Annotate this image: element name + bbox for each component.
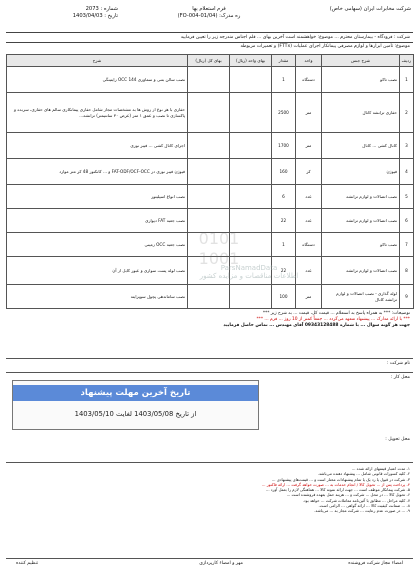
- seller-signature-label: امضاء مجاز شرکت فروشنده: [348, 561, 403, 566]
- number-value: 2073: [85, 6, 99, 12]
- cell-unit-price[interactable]: [230, 67, 272, 93]
- header-row-no: ردیف: [400, 55, 414, 67]
- cell-note: نصب سالن بتنی و سماوری 144 OCC رایتینگی: [7, 67, 188, 93]
- deadline-dates: از تاریخ 1403/05/08 لغایت 1403/05/10: [74, 410, 197, 418]
- cell-no: 9: [400, 285, 414, 309]
- company-block: [321, 6, 411, 13]
- form-header: [4, 6, 415, 28]
- cell-note: حفاری با هر نوع از روش ها به مشخصات مجاز شامل حفاری پیمانکاری سالم های حفاری، سرنده و پاکسازی تا نصب و عمق ۱ متر (عرض ۳۰ سانتیمتر) ترانشه...: [7, 93, 188, 133]
- term-1: ۱- مدت اعتبار قیمتهای ارائه شده ...: [351, 466, 410, 471]
- svg-text:1001: 1001: [198, 249, 240, 268]
- cell-qty: 6: [272, 185, 296, 209]
- divider: [6, 558, 413, 559]
- watermark-text: [154, 264, 344, 280]
- cell-desc: حفاری ترانشه کانال: [322, 93, 400, 133]
- cell-qty: 22: [272, 257, 296, 285]
- cell-unit: متر: [296, 93, 322, 133]
- table-header-row: [7, 55, 414, 67]
- cell-desc: نصب اتصالات و لوازم ترانشه: [322, 209, 400, 233]
- watermark-brand: ParsNamadData: [220, 264, 278, 272]
- table-row: [7, 285, 414, 309]
- header-desc: شرح جنس: [322, 55, 400, 67]
- form-code: ره مدرک: (FO-004-01/04): [177, 13, 241, 19]
- table-row: [7, 209, 414, 233]
- cell-note: نصب انواع اسپلیتور: [7, 185, 188, 209]
- cell-no: 1: [400, 67, 414, 93]
- deadline-title: تاریخ آخرین مهلت پیشنهاد: [13, 385, 258, 401]
- preparer-label: تنظیم کننده: [16, 561, 39, 566]
- workplace-label: محل کار :: [390, 375, 410, 380]
- cell-no: 5: [400, 185, 414, 209]
- cell-unit: عدد: [296, 185, 322, 209]
- term-6: ۶- تحویل کالا ... در محل ... شرکت و ... هزینه حمل بعهده فروشنده است ...: [286, 492, 410, 498]
- table-row: [7, 93, 414, 133]
- deadline-box: [12, 380, 259, 430]
- company-name-label: نام شرکت :: [386, 361, 410, 366]
- cell-desc: نصب اتصالات و لوازم ترانشه: [322, 185, 400, 209]
- cell-no: 8: [400, 257, 414, 285]
- cell-unit-price[interactable]: [230, 233, 272, 257]
- cell-total-price[interactable]: [188, 93, 230, 133]
- cell-no: 2: [400, 93, 414, 133]
- cell-total-price[interactable]: [188, 67, 230, 93]
- cell-note: نصب لوله پست سواری و عبور کابل از آن: [7, 257, 188, 285]
- form-title: فرم استعلام بها: [192, 6, 226, 12]
- divider: [6, 372, 413, 373]
- table-row: [7, 67, 414, 93]
- term-8: ۸- ... ضمانت کیفیت کالا ... ارائه گواهی ... الزامی است.: [318, 503, 410, 509]
- cell-qty: 2500: [272, 93, 296, 133]
- cell-qty: 100: [272, 285, 296, 309]
- watermark-subtitle: اطلاعات مناقصات و مزایده کشور: [199, 272, 299, 280]
- header-qty: مقدار: [272, 55, 296, 67]
- cell-desc: لوله گذاری - نصب اتصالات و لوازم ترانشه کانال: [322, 285, 400, 309]
- inquiry-form: [4, 2, 415, 574]
- cell-unit-price[interactable]: [230, 93, 272, 133]
- cell-total-price[interactable]: [188, 233, 230, 257]
- divider: [6, 358, 413, 359]
- table-row: [7, 185, 414, 209]
- term-4: ۴- پرداخت پس از ... تحویل کالا / انجام خدمات به ... صورت خواهد گرفت ... ارائه فاکتور ...: [261, 481, 410, 487]
- cell-no: 7: [400, 233, 414, 257]
- header-unit: واحد: [296, 55, 322, 67]
- procurement-signature-label: مهر و امضاء کارپردازی: [199, 561, 243, 566]
- date-value: 1403/04/03: [72, 13, 103, 19]
- number-label: شماره: [103, 6, 118, 12]
- notes-line-1: توضیحات: *** به همراه پاسخ به استعلام ... قیمت کل، قیمت ... به شرح زیر ***: [262, 311, 410, 316]
- term-3: ۳- شرکت در قبول یا رد یک یا تمام پیشنهادات مختار است و ... قیمت‌های پیشنهادی ...: [271, 476, 410, 482]
- cell-qty: 22: [272, 209, 296, 233]
- cell-desc: فیوژن: [322, 159, 400, 185]
- number-date-block: شماره : 2073 تاریخ : 1403/04/03: [72, 6, 118, 19]
- cell-total-price[interactable]: [188, 185, 230, 209]
- cell-note: فیوژن فیبر نوری در FAT-ODF/OCF-OCC و ... کانکتور 48 کر متر موارد: [7, 159, 188, 185]
- cell-no: 3: [400, 133, 414, 159]
- cell-no: 4: [400, 159, 414, 185]
- cell-total-price[interactable]: [188, 209, 230, 233]
- table-row: [7, 133, 414, 159]
- cell-unit: کر: [296, 159, 322, 185]
- date-label: تاریخ: [107, 13, 118, 19]
- company-name-row: [6, 360, 413, 367]
- cell-total-price[interactable]: [188, 133, 230, 159]
- cell-unit-price[interactable]: [230, 209, 272, 233]
- cell-unit: عدد: [296, 209, 322, 233]
- cell-note: نصب جعبه OCC زمینی: [7, 233, 188, 257]
- notes-line-3: جهت هر گونه سوال ... با شماره 09343128488 آقای مهندس ... تماس حاصل فرمایید: [223, 323, 410, 328]
- header-note: شرح: [7, 55, 188, 67]
- cell-total-price[interactable]: [188, 159, 230, 185]
- company-name: شرکت مخابرات ایران (سهامی خاص): [329, 6, 411, 12]
- cell-no: 6: [400, 209, 414, 233]
- cell-note: نصب جعبه FAT دیواری: [7, 209, 188, 233]
- cell-unit: متر: [296, 133, 322, 159]
- cell-unit-price[interactable]: [230, 185, 272, 209]
- cell-qty: 160: [272, 159, 296, 185]
- delivery-label: محل تحویل :: [385, 437, 410, 442]
- term-5: ۵- شرکت پیمانکار موظف است ... جهت ارائه نمونه کالا ... هماهنگی لازم را بعمل آورد ...: [265, 487, 410, 493]
- cell-qty: 1: [272, 233, 296, 257]
- cell-note: نصب ساماندهی پچول سوپرایته: [7, 285, 188, 309]
- table-row: [7, 233, 414, 257]
- cell-desc: نصب تاکو: [322, 233, 400, 257]
- cell-qty: 1700: [272, 133, 296, 159]
- cell-unit-price[interactable]: [230, 159, 272, 185]
- cell-desc: نصب اتصالات و لوازم ترانشه: [322, 257, 400, 285]
- cell-note: اجرای کانال کشی ... فیبر نوری: [7, 133, 188, 159]
- cell-unit: دستگاه: [296, 67, 322, 93]
- form-title-block: [154, 6, 264, 20]
- subject-line: موضوع: تأمین ابزارها و لوازم مصرفی پیمانکار اجرای عملیات (FTTx) و تعمیرات مربوطه: [240, 44, 410, 49]
- header-unit-price: بهای واحد (ریال): [230, 55, 272, 67]
- cell-desc: نصب تاکو: [322, 67, 400, 93]
- cell-unit: عدد: [296, 257, 322, 285]
- header-total-price: بهای کل (ریال): [188, 55, 230, 67]
- notes-block: [6, 310, 413, 358]
- notes-line-2: *** با ارائه مدارک ... پیشنهاد متعهد می‌گردد ... جمعاً کمتر از 10 روز ... فرم ... ***: [256, 317, 410, 322]
- term-2: ۲- کلیه کسورات قانونی شامل ... پیشنهاد دهنده می‌باشد.: [317, 471, 410, 477]
- divider: [6, 462, 413, 463]
- cell-unit: متر: [296, 285, 322, 309]
- cell-desc: کانال کشی ... کانال: [322, 133, 400, 159]
- cell-unit: دستگاه: [296, 233, 322, 257]
- table-row: [7, 159, 414, 185]
- svg-text:0101: 0101: [198, 229, 240, 248]
- term-9: ۹- ... در صورت عدم رعایت ... شرکت مجاز به ... می‌باشد.: [314, 508, 410, 514]
- terms-block: [6, 466, 413, 514]
- cell-unit-price[interactable]: [230, 133, 272, 159]
- cell-unit-price[interactable]: [230, 285, 272, 309]
- cell-qty: 1: [272, 67, 296, 93]
- delivery-row: [6, 436, 413, 443]
- cell-total-price[interactable]: [188, 285, 230, 309]
- term-7: ۷- کلیه مراحل ... مطابق با آئین‌نامه معاملات شرکت ... خواهد بود.: [302, 497, 410, 503]
- signature-footer: [6, 560, 413, 570]
- addressee-line: شرکت : فرودگاه - بیمارستان محترم ... موضوع: خواهشمند است آخرین بهای ... قلم اجناس مندرجه زیر را تعیین فرمایید: [6, 32, 413, 43]
